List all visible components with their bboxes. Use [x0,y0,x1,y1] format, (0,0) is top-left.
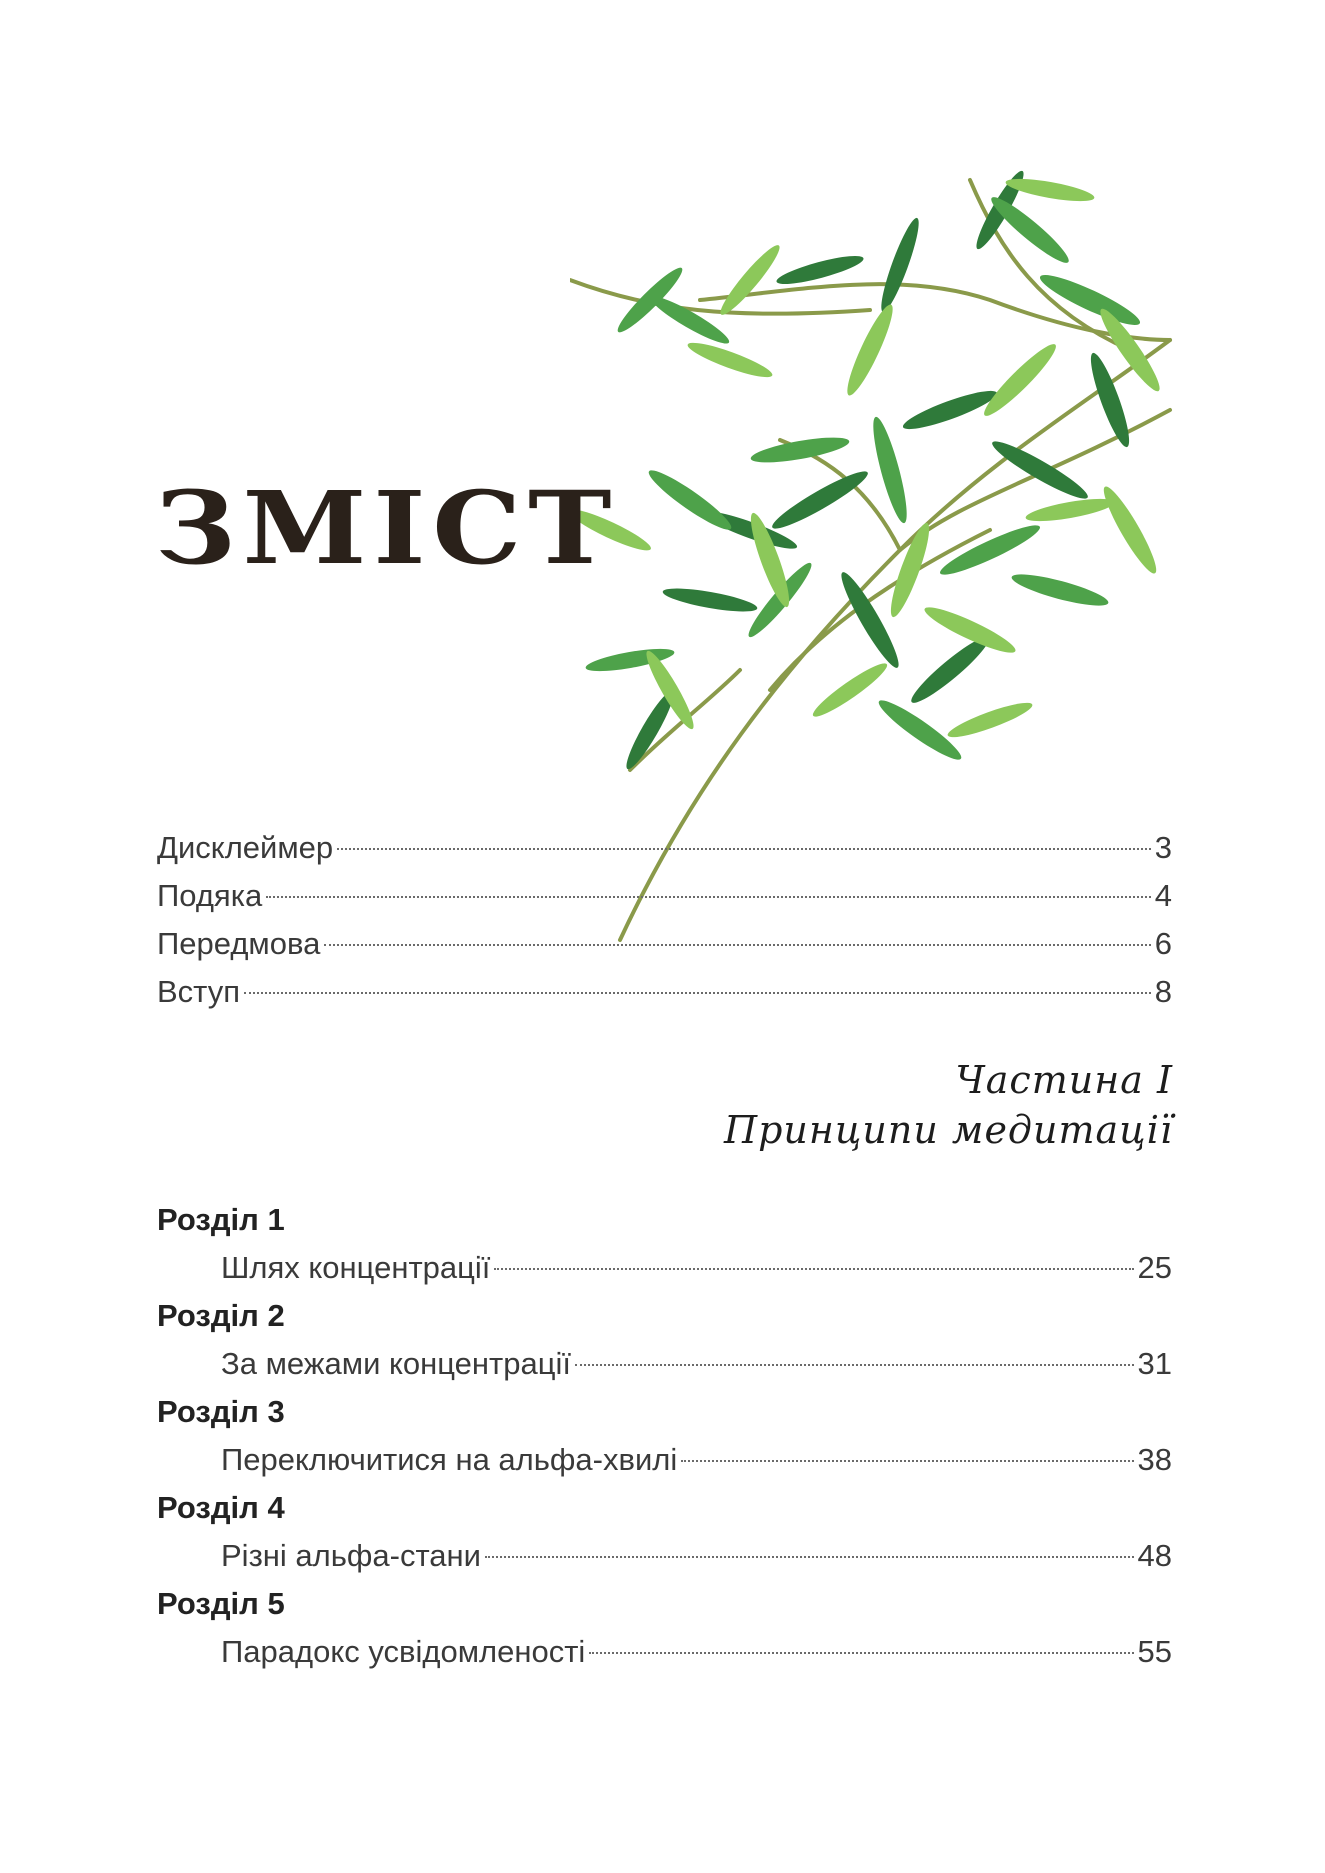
toc-entry-label: Різні альфа-стани [221,1538,481,1573]
toc-entry-label: Передмова [157,926,321,961]
chapter-list [157,1196,1172,1676]
part-number: Частина І [955,1058,1173,1102]
dot-leader [244,992,1151,994]
toc-entry[interactable] [157,1340,1172,1388]
toc-entry-page: 25 [1137,1250,1172,1285]
toc-entry[interactable] [157,1628,1172,1676]
dot-leader [575,1364,1134,1366]
chapter-heading: Розділ 1 [157,1202,285,1237]
chapter-heading: Розділ 2 [157,1298,285,1333]
chapter-heading: Розділ 5 [157,1586,285,1621]
toc-entry-page: 8 [1154,974,1172,1009]
toc-entry-label: За межами концентрації [221,1346,571,1381]
toc-entry[interactable] [157,920,1172,968]
dot-leader [485,1556,1134,1558]
toc-entry-label: Парадокс усвідомленості [221,1634,586,1669]
toc-entry-page: 55 [1137,1634,1172,1669]
chapter-heading: Розділ 4 [157,1490,285,1525]
part-heading [724,1055,1173,1155]
toc-entry[interactable] [157,968,1172,1016]
toc-entry[interactable] [157,1532,1172,1580]
toc-entry-page: 38 [1137,1442,1172,1477]
dot-leader [266,896,1151,898]
toc-entry-label: Дисклеймер [157,830,334,865]
toc-entry-label: Вступ [157,974,241,1009]
dot-leader [681,1460,1133,1462]
dot-leader [337,848,1151,850]
toc-entry[interactable] [157,1244,1172,1292]
front-matter-list [157,824,1172,1016]
toc-entry[interactable] [157,1436,1172,1484]
toc-entry-page: 4 [1154,878,1172,913]
toc-entry[interactable] [157,872,1172,920]
dot-leader [589,1652,1133,1654]
page-title: ЗМІСТ [155,469,619,587]
toc-entry-page: 31 [1137,1346,1172,1381]
toc-entry[interactable] [157,824,1172,872]
dot-leader [494,1268,1133,1270]
toc-entry-label: Шлях концентрації [221,1250,491,1285]
chapter-heading: Розділ 3 [157,1394,285,1429]
toc-entry-page: 48 [1137,1538,1172,1573]
toc-entry-label: Подяка [157,878,263,913]
dot-leader [324,944,1150,946]
toc-entry-page: 3 [1154,830,1172,865]
toc-entry-page: 6 [1154,926,1172,961]
part-name: Принципи медитації [723,1108,1173,1152]
toc-entry-label: Переключитися на альфа-хвилі [221,1442,678,1477]
